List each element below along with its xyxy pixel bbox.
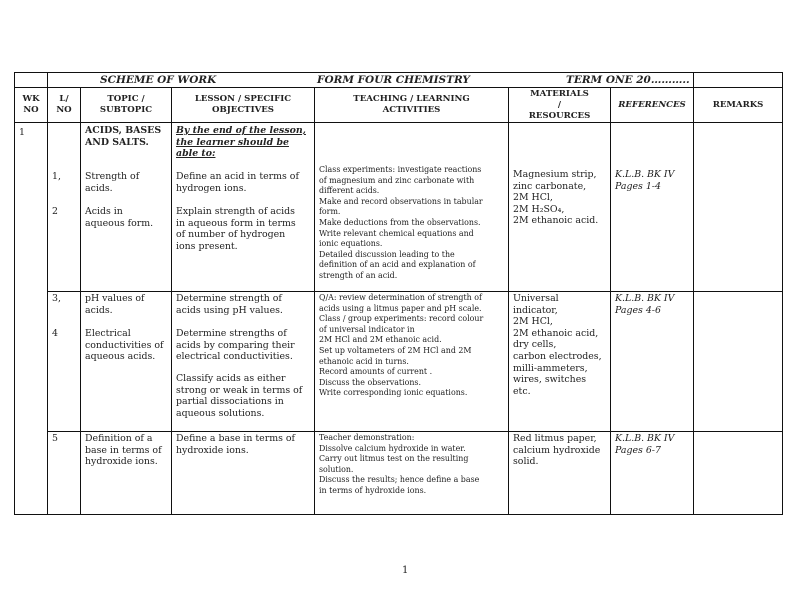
text-line: 2 — [52, 206, 58, 217]
lno-cell — [48, 123, 80, 291]
term-title: TERM ONE 20……….. — [566, 74, 690, 86]
text-line: acids using pH values. — [176, 304, 283, 316]
lesson-number — [52, 293, 78, 305]
scheme-title: SCHEME OF WORK — [100, 74, 217, 86]
title-row — [15, 73, 783, 88]
objective — [176, 373, 312, 419]
text-line: aqueous solutions. — [176, 407, 265, 419]
page-number: 1 — [402, 565, 409, 576]
text-line: Q/A: review determination of strength of — [319, 293, 482, 302]
references-text — [615, 169, 691, 192]
topic-heading — [85, 125, 169, 148]
text-line: L/ — [59, 94, 69, 104]
header-activities — [315, 88, 509, 123]
header-topic — [81, 88, 172, 123]
text-line: Electrical — [85, 328, 131, 339]
header-objectives — [172, 88, 315, 123]
text-line: different acids. — [319, 186, 380, 196]
title-blank-cell-right — [694, 73, 783, 88]
text-line: SUBTOPIC — [99, 105, 153, 115]
text-line: TOPIC / — [107, 94, 145, 104]
text-line: acids by comparing their — [176, 339, 295, 351]
subtopic — [85, 433, 169, 468]
title-blank-cell — [15, 73, 48, 88]
text-line: Pages 4-6 — [615, 304, 661, 316]
objectives-cell — [172, 292, 314, 431]
text-line: Define an acid in terms of — [176, 171, 299, 182]
text-line: definition of an acid and explanation of — [319, 260, 476, 270]
text-line: aqueous acids. — [85, 351, 156, 363]
text-line: indicator, — [513, 304, 558, 316]
text-line: 2M ethanoic acid, — [513, 327, 599, 339]
subtopic — [85, 293, 169, 316]
text-line: 2M ethanoic acid. — [513, 215, 599, 227]
text-line: acids. — [85, 304, 113, 316]
remarks-cell — [694, 123, 783, 292]
text-line: 2M HCl and 2M ethanoic acid. — [319, 335, 442, 345]
text-line: K.L.B. BK IV — [615, 433, 675, 444]
materials-cell — [509, 432, 610, 514]
subtopic — [85, 171, 169, 194]
week-cell — [15, 123, 48, 515]
references-cell — [611, 432, 693, 514]
text-line: 3, — [52, 293, 61, 304]
week-number: 1 — [19, 127, 25, 138]
header-lno — [48, 88, 81, 123]
remarks-cell — [694, 292, 783, 432]
text-line: Explain strength of acids — [176, 206, 295, 217]
lesson-number — [52, 171, 78, 183]
text-line: of universal indicator in — [319, 324, 415, 334]
text-line: base in terms of — [85, 444, 162, 456]
text-line: zinc carbonate, — [513, 180, 587, 192]
text-line: in aqueous form in terms — [176, 217, 296, 229]
text-line: Red litmus paper, — [513, 433, 597, 444]
text-line: ACTIVITIES — [382, 105, 441, 115]
text-line: dry cells, — [513, 339, 557, 351]
text-line: wires, switches — [513, 374, 587, 386]
text-line: NO — [23, 105, 39, 115]
text-line: aqueous form. — [85, 217, 154, 229]
references-text — [615, 293, 691, 316]
text-line: solution. — [319, 464, 354, 474]
materials-text — [513, 433, 608, 468]
table-row — [15, 432, 783, 515]
text-line: Pages 6-7 — [615, 444, 661, 456]
text-line: Write relevant chemical equations and — [319, 228, 474, 238]
text-line: acids using a litmus paper and pH scale. — [319, 303, 482, 313]
topic-cell — [81, 123, 171, 291]
lno-cell — [48, 432, 80, 514]
text-line: hydroxide ions. — [176, 444, 249, 456]
materials-cell — [509, 123, 610, 291]
text-line: Definition of a — [85, 433, 153, 444]
text-line: NO — [56, 105, 72, 115]
text-line: ionic equations. — [319, 239, 383, 249]
text-line: etc. — [513, 385, 531, 397]
text-line: 2M HCl, — [513, 316, 553, 328]
references-cell — [611, 292, 693, 431]
text-line: By the end of the lesson, — [176, 125, 306, 136]
text-line: 1, — [52, 171, 61, 182]
text-line: conductivities of — [85, 339, 164, 351]
text-line: ions present. — [176, 240, 238, 252]
materials-text — [513, 169, 608, 227]
objectives-cell — [172, 432, 314, 514]
activities-text — [319, 165, 506, 282]
text-line: of magnesium and zinc carbonate with — [319, 175, 475, 185]
text-line: MATERIALS — [530, 88, 589, 99]
text-line: Detailed discussion leading to the — [319, 249, 455, 259]
text-line: Carry out litmus test on the resulting — [319, 454, 469, 464]
header-references — [611, 88, 694, 123]
activities-cell — [315, 123, 508, 291]
lno-cell — [48, 292, 80, 431]
text-line: hydroxide ions. — [85, 456, 158, 468]
text-line: Pages 1-4 — [615, 180, 661, 192]
text-line: RESOURCES — [528, 110, 591, 121]
text-line: Set up voltameters of 2M HCl and 2M — [319, 345, 472, 355]
text-line: Acids in — [85, 206, 123, 217]
text-line: Universal — [513, 293, 559, 304]
topic-cell — [81, 432, 171, 514]
text-line: partial dissociations in — [176, 396, 284, 408]
text-line: OBJECTIVES — [211, 105, 275, 115]
text-line: carbon electrodes, — [513, 350, 602, 362]
text-line: Dissolve calcium hydroxide in water. — [319, 443, 466, 453]
objectives-cell — [172, 123, 314, 291]
text-line: ACIDS, BASES — [85, 125, 162, 136]
text-line: LESSON / SPECIFIC — [194, 94, 292, 104]
text-line: Discuss the observations. — [319, 377, 421, 387]
text-line: K.L.B. BK IV — [615, 169, 675, 180]
objectives-intro — [176, 125, 312, 160]
text-line: 2M HCl, — [513, 192, 553, 204]
activities-cell — [315, 432, 508, 514]
text-line: in terms of hydroxide ions. — [319, 485, 427, 495]
text-line: AND SALTS. — [85, 136, 149, 148]
text-line: strength of an acid. — [319, 270, 398, 280]
text-line: hydrogen ions. — [176, 182, 247, 194]
header-remarks — [694, 88, 783, 123]
text-line: Classify acids as either — [176, 373, 286, 384]
text-line: Define a base in terms of — [176, 433, 295, 444]
text-line: Write corresponding ionic equations. — [319, 388, 468, 398]
lesson-number — [52, 328, 78, 340]
text-line: Teacher demonstration: — [319, 433, 415, 442]
activities-text — [319, 293, 506, 399]
text-line: / — [557, 99, 562, 110]
text-line: solid. — [513, 456, 539, 468]
text-line: calcium hydroxide — [513, 444, 601, 456]
table-row — [15, 123, 783, 292]
text-line: Discuss the results; hence define a base — [319, 475, 480, 485]
text-line: pH values of — [85, 293, 145, 304]
text-line: Make deductions from the observations. — [319, 217, 481, 227]
objective — [176, 293, 312, 316]
text-line: WK — [22, 94, 40, 104]
activities-text — [319, 433, 506, 497]
title-cell — [48, 73, 694, 88]
subtopic — [85, 206, 169, 229]
objective — [176, 171, 312, 194]
text-line: Make and record observations in tabular — [319, 196, 483, 206]
text-line: Class experiments: investigate reactions — [319, 165, 482, 174]
activities-cell — [315, 292, 508, 431]
materials-cell — [509, 292, 610, 431]
text-line: acids. — [85, 182, 113, 194]
objective — [176, 328, 312, 363]
subtopic — [85, 328, 169, 363]
text-line: 5 — [52, 433, 58, 444]
header-row — [15, 88, 783, 123]
text-line: K.L.B. BK IV — [615, 293, 675, 304]
text-line: the learner should be — [176, 136, 289, 148]
materials-text — [513, 293, 608, 397]
lesson-number — [52, 433, 78, 445]
text-line: 4 — [52, 328, 58, 339]
objective — [176, 206, 312, 252]
scheme-of-work-table — [14, 72, 783, 515]
text-line: 2M H₂SO₄, — [513, 203, 565, 215]
header-materials — [509, 88, 611, 123]
text-line: Class / group experiments: record colour — [319, 314, 484, 324]
form-title: FORM FOUR CHEMISTRY — [317, 74, 470, 86]
text-line: strong or weak in terms of — [176, 384, 303, 396]
text-line: Determine strengths of — [176, 328, 287, 339]
table-row — [15, 292, 783, 432]
text-line: Determine strength of — [176, 293, 282, 304]
remarks-cell — [694, 432, 783, 515]
objective — [176, 433, 312, 456]
header-wk — [15, 88, 48, 123]
text-line: electrical conductivities. — [176, 351, 293, 363]
references-text — [615, 433, 691, 456]
text-line: able to: — [176, 148, 216, 160]
text-line: Magnesium strip, — [513, 169, 597, 180]
text-line: of number of hydrogen — [176, 229, 286, 241]
lesson-number — [52, 206, 78, 218]
text-line: Strength of — [85, 171, 140, 182]
text-line: Record amounts of current . — [319, 367, 433, 377]
text-line: milli-ammeters, — [513, 362, 588, 374]
references-cell — [611, 123, 693, 291]
text-line: REFERENCES — [618, 99, 686, 110]
text-line: TEACHING / LEARNING — [353, 94, 470, 104]
text-line: ethanoic acid in turns. — [319, 356, 409, 366]
topic-cell — [81, 292, 171, 431]
text-line: REMARKS — [712, 99, 764, 110]
text-line: form. — [319, 207, 341, 217]
